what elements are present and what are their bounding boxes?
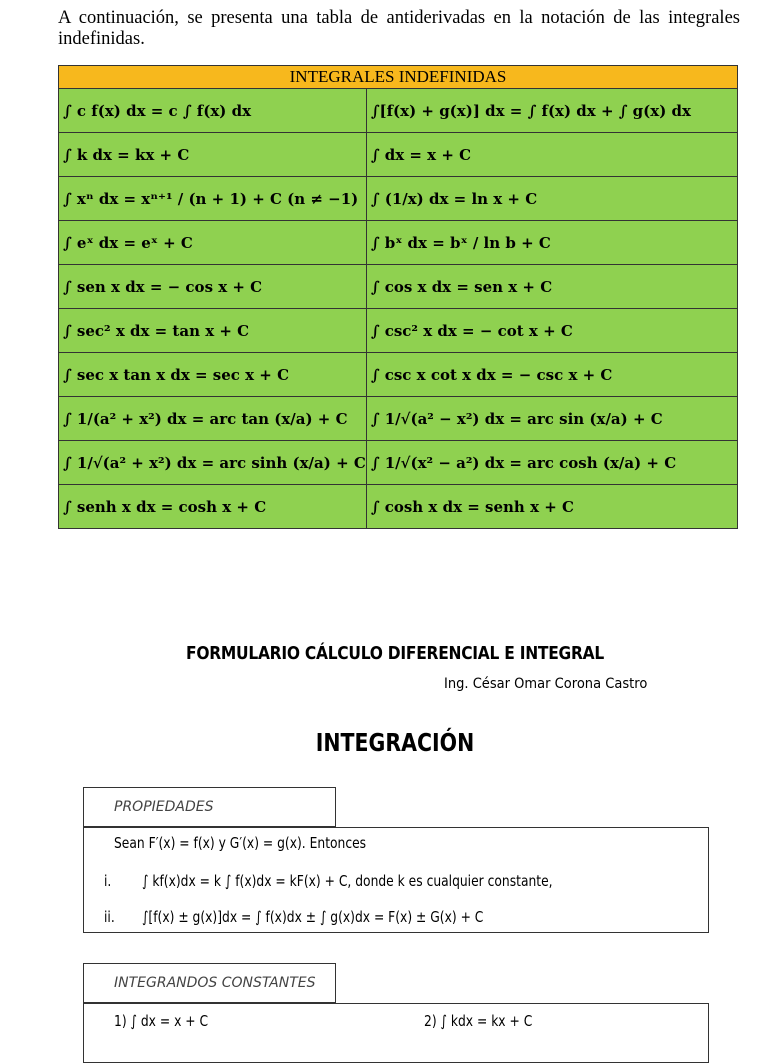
integral-formula-right: ∫ csc² x dx = − cot x + C	[366, 309, 737, 353]
table-row	[59, 353, 738, 397]
table-row	[59, 89, 738, 133]
integral-formula-right: ∫[f(x) + g(x)] dx = ∫ f(x) dx + ∫ g(x) dx	[366, 89, 737, 133]
integrandos-panel	[83, 1003, 709, 1063]
integral-formula-left: ∫ 1/√(a² + x²) dx = arc sinh (x/a) + C	[59, 441, 367, 485]
integral-formula-right: ∫ cos x dx = sen x + C	[366, 265, 737, 309]
integral-formula-right: ∫ dx = x + C	[366, 133, 737, 177]
property-i-marker: i.	[104, 872, 112, 890]
integral-formula-left: ∫ sec² x dx = tan x + C	[59, 309, 367, 353]
integral-formula-left: ∫ sen x dx = − cos x + C	[59, 265, 367, 309]
integral-formula-right: ∫ 1/√(a² − x²) dx = arc sin (x/a) + C	[366, 397, 737, 441]
table-row	[59, 485, 738, 529]
property-ii-text: ∫[f(x) ± g(x)]dx = ∫ f(x)dx ± ∫ g(x)dx = F(x) ± G(x) + C	[142, 908, 484, 926]
integral-formula-left: ∫ senh x dx = cosh x + C	[59, 485, 367, 529]
integrando-item-1: 1) ∫ dx = x + C	[114, 1012, 209, 1030]
property-ii-marker: ii.	[104, 908, 115, 926]
integral-formula-right: ∫ bˣ dx = bˣ / ln b + C	[366, 221, 737, 265]
integral-formula-left: ∫ 1/(a² + x²) dx = arc tan (x/a) + C	[59, 397, 367, 441]
table-row	[59, 397, 738, 441]
author-name: Ing. César Omar Corona Castro	[444, 676, 648, 692]
integral-formula-left: ∫ k dx = kx + C	[59, 133, 367, 177]
section-title: INTEGRACIÓN	[315, 728, 475, 757]
table-row	[59, 441, 738, 485]
propiedades-tab: PROPIEDADES	[83, 787, 336, 827]
integrandos-tab: INTEGRANDOS CONSTANTES	[83, 963, 336, 1003]
integral-formula-left: ∫ xⁿ dx = xⁿ⁺¹ / (n + 1) + C (n ≠ −1)	[59, 177, 367, 221]
table-row	[59, 265, 738, 309]
integrals-table	[58, 65, 738, 529]
integral-formula-right: ∫ cosh x dx = senh x + C	[366, 485, 737, 529]
formulario-title: FORMULARIO CÁLCULO DIFERENCIAL E INTEGRAL	[186, 643, 604, 664]
integral-formula-left: ∫ c f(x) dx = c ∫ f(x) dx	[59, 89, 367, 133]
propiedades-panel	[83, 827, 709, 933]
table-header: INTEGRALES INDEFINIDAS	[59, 66, 738, 89]
integrando-item-2: 2) ∫ kdx = kx + C	[424, 1012, 533, 1030]
integral-formula-right: ∫ csc x cot x dx = − csc x + C	[366, 353, 737, 397]
integral-formula-right: ∫ 1/√(x² − a²) dx = arc cosh (x/a) + C	[366, 441, 737, 485]
table-row	[59, 221, 738, 265]
integral-formula-right: ∫ (1/x) dx = ln x + C	[366, 177, 737, 221]
integral-formula-left: ∫ eˣ dx = eˣ + C	[59, 221, 367, 265]
propiedades-intro: Sean F′(x) = f(x) y G′(x) = g(x). Entonces	[114, 834, 367, 852]
table-row	[59, 309, 738, 353]
integral-formula-left: ∫ sec x tan x dx = sec x + C	[59, 353, 367, 397]
intro-paragraph: A continuación, se presenta una tabla de antiderivadas en la notación de las integrales indefinidas.	[58, 8, 740, 49]
table-row	[59, 133, 738, 177]
table-row	[59, 177, 738, 221]
property-i-text: ∫ kf(x)dx = k ∫ f(x)dx = kF(x) + C, donde k es cualquier constante,	[142, 872, 553, 890]
